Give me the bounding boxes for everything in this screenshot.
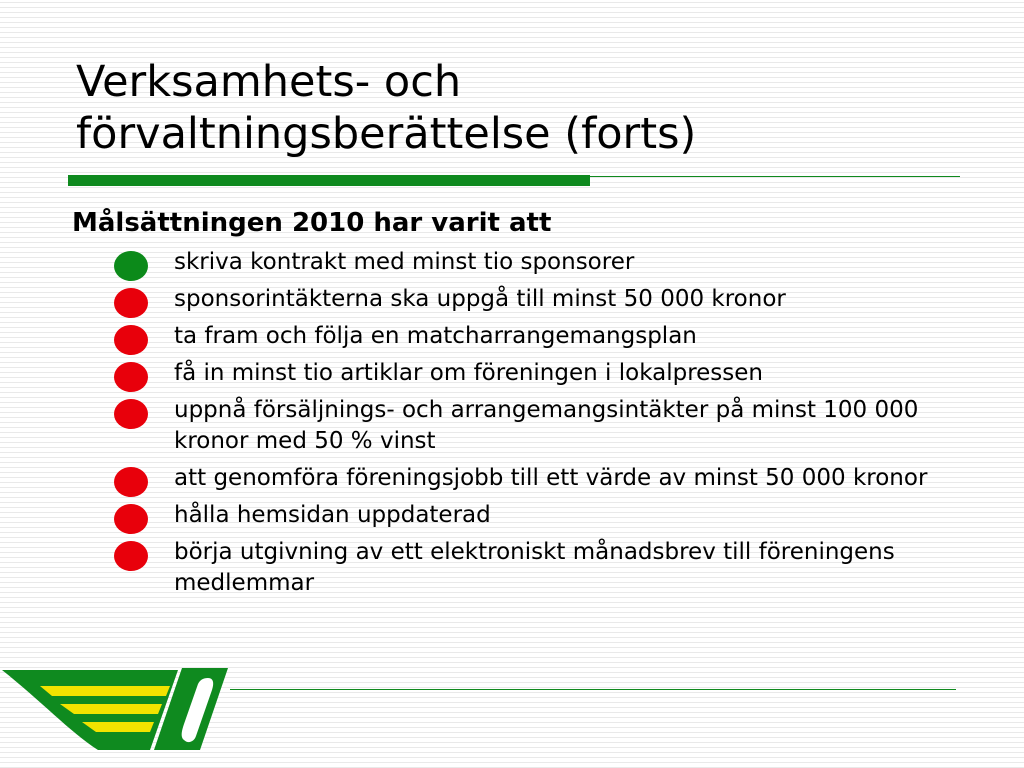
goals-list [112, 247, 972, 605]
logo-stripe-yellow-1 [40, 686, 170, 696]
status-dot-icon [114, 467, 148, 497]
slide-title-line-2: förvaltningsberättelse (forts) [76, 109, 697, 159]
goal-item [112, 463, 972, 494]
goal-text: börja utgivning av ett elektroniskt månadsbrev till föreningens medlemmar [174, 539, 895, 596]
title-underline-thin [590, 176, 960, 177]
goal-item [112, 358, 972, 389]
goal-item [112, 537, 972, 599]
slide-title-line-1: Verksamhets- och [76, 57, 462, 107]
status-dot-icon [114, 399, 148, 429]
status-dot-icon [114, 362, 148, 392]
goal-text: skriva kontrakt med minst tio sponsorer [174, 249, 635, 275]
goal-item [112, 321, 972, 352]
goal-text: att genomföra föreningsjobb till ett värde av minst 50 000 kronor [174, 465, 928, 491]
slide-title [76, 56, 976, 160]
goal-text: uppnå försäljnings- och arrangemangsintäkter på minst 100 000 kronor med 50 % vinst [174, 397, 919, 454]
status-dot-icon [114, 541, 148, 571]
logo-stripe-yellow-2 [60, 704, 162, 714]
footer-rule [230, 689, 956, 690]
goals-heading: Målsättningen 2010 har varit att [72, 208, 552, 238]
goal-item [112, 395, 972, 457]
goal-item [112, 247, 972, 278]
status-dot-icon [114, 251, 148, 281]
club-logo-icon [0, 660, 232, 756]
goal-item [112, 500, 972, 531]
goal-text: hålla hemsidan uppdaterad [174, 502, 491, 528]
title-underline-thick [68, 175, 590, 186]
goal-text: ta fram och följa en matcharrangemangsplan [174, 323, 697, 349]
goal-text: få in minst tio artiklar om föreningen i lokalpressen [174, 360, 763, 386]
status-dot-icon [114, 325, 148, 355]
goal-text: sponsorintäkterna ska uppgå till minst 50 000 kronor [174, 286, 786, 312]
status-dot-icon [114, 288, 148, 318]
goal-item [112, 284, 972, 315]
status-dot-icon [114, 504, 148, 534]
